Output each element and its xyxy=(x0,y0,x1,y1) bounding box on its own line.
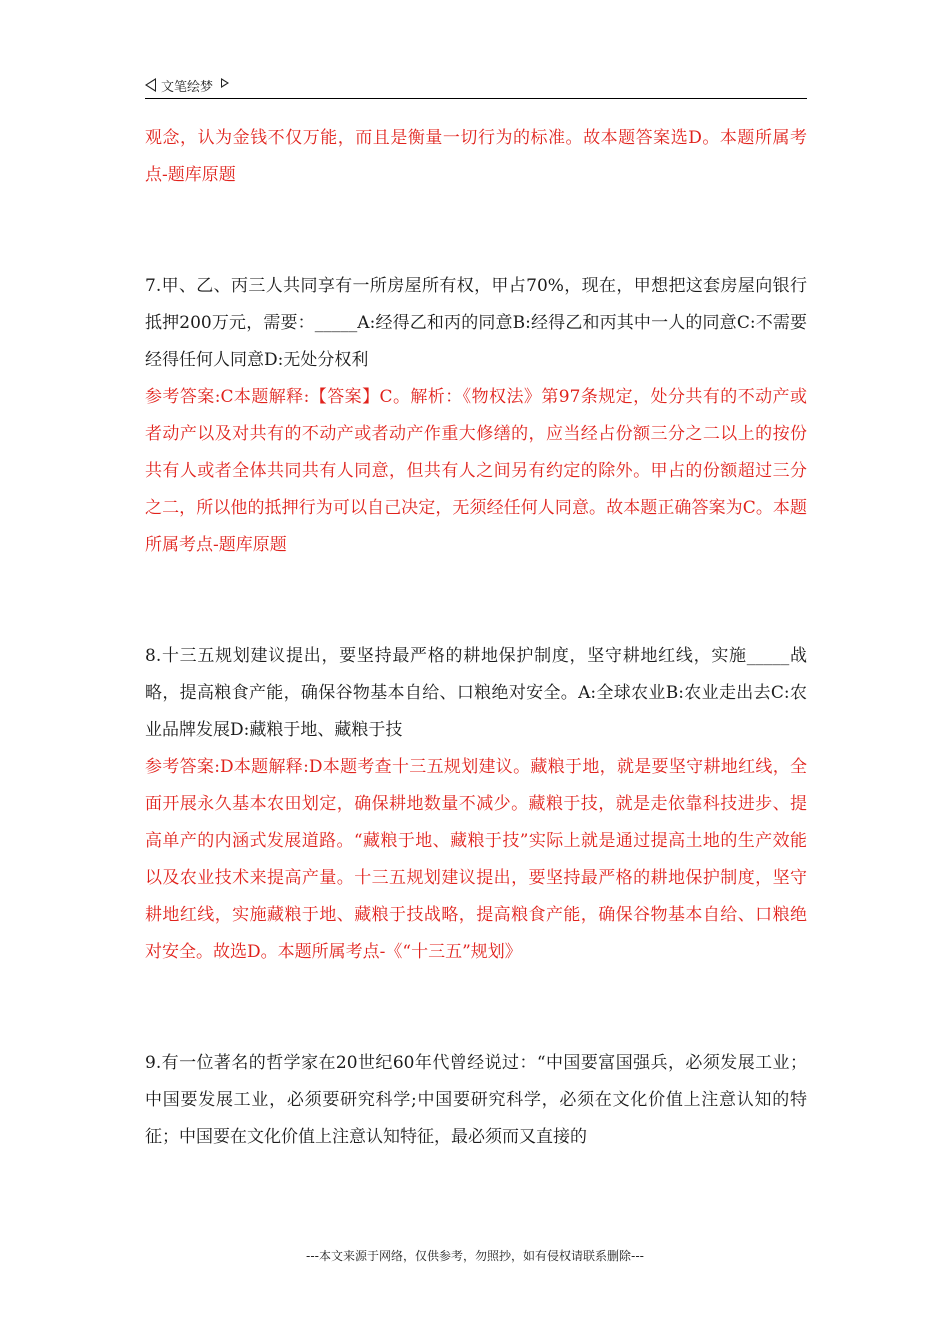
question-text: 7.甲、乙、丙三人共同享有一所房屋所有权，甲占70%，现在，甲想把这套房屋向银行抵押200万元，需要：_____A:经得乙和丙的同意B:经得乙和丙其中一人的同意C:不需要经得任何人同意D:无处分权利 xyxy=(145,276,807,370)
spacer xyxy=(145,971,807,1045)
triangle-left-icon xyxy=(145,78,156,92)
question-text: 9.有一位著名的哲学家在20世纪60年代曾经说过：“中国要富国强兵，必须发展工业；中国要发展工业，必须要研究科学;中国要研究科学，必须在文化价值上注意认知的特征；中国要在文化价值上注意认知特征，最必须而又直接的 xyxy=(145,1053,807,1147)
answer-text: 观念，认为金钱不仅万能，而且是衡量一切行为的标准。故本题答案选D。本题所属考点-题库原题 xyxy=(145,128,807,185)
document-body xyxy=(145,120,807,1156)
spacer xyxy=(145,194,807,268)
question-text: 8.十三五规划建议提出，要坚持最严格的耕地保护制度，坚守耕地红线，实施_____战略，提高粮食产能，确保谷物基本自给、口粮绝对安全。A:全球农业B:农业走出去C:农业品牌发展D:藏粮于地、藏粮于技 xyxy=(145,646,807,740)
header-brand: 文笔绘梦 xyxy=(161,79,214,95)
answer-text: 参考答案:D本题解释:D本题考查十三五规划建议。藏粮于地，就是要坚守耕地红线，全面开展永久基本农田划定，确保耕地数量不减少。藏粮于技，就是走依靠科技进步、提高单产的内涵式发展道路。“藏粮于地、藏粮于技”实际上就是通过提高土地的生产效能以及农业技术来提高产量。十三五规划建议提出，要坚持最严格的耕地保护制度，坚守耕地红线，实施藏粮于地、藏粮于技战略，提高粮食产能，确保谷物基本自给、口粮绝对安全。故选D。本题所属考点-《“十三五”规划》 xyxy=(145,757,807,962)
page-footer: ---本文来源于网络，仅供参考，勿照抄，如有侵权请联系删除--- xyxy=(306,1249,644,1263)
answer-text: 参考答案:C本题解释:【答案】C。解析：《物权法》第97条规定，处分共有的不动产或者动产以及对共有的不动产或者动产作重大修缮的，应当经占份额三分之二以上的按份共有人或者全体共同共有人同意，但共有人之间另有约定的除外。甲占的份额超过三分之二，所以他的抵押行为可以自己决定，无须经任何人同意。故本题正确答案为C。本题所属考点-题库原题 xyxy=(145,387,807,555)
triangle-right-icon xyxy=(221,78,229,88)
spacer xyxy=(145,564,807,638)
page-header xyxy=(145,72,807,99)
